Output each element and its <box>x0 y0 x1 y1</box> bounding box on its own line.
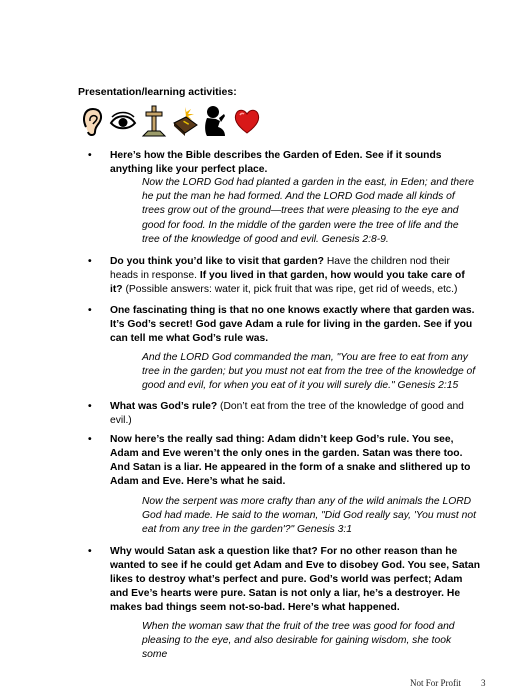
item-text: Here’s how the Bible describes the Garden of Eden. See if it sounds anything like your perfect place. <box>110 150 442 175</box>
item-text: Now here’s the really sad thing: Adam didn’t keep God’s rule. You see, Adam and Eve weren’t the only ones in the garden. Satan was there too. And Satan is a liar. He appeared in the form of a snake and slithered up to Adam and Eve. Here’s what he said. <box>110 434 471 487</box>
scripture-quote: When the woman saw that the fruit of the tree was good for food and pleasing to the eye, and also desirable for gaining wisdom, she took some <box>142 621 455 661</box>
item-text: One fascinating thing is that no one knows exactly where that garden was. It’s God’s secret! God gave Adam a rule for living in the garden. See if you can tell me what God’s rule was. <box>110 305 475 344</box>
scripture-quote: And the LORD God commanded the man, "You are free to eat from any tree in the garden; but you must not eat from the tree of the knowledge of good and evil, for when you eat of it you will surely die." Genesis 2:15 <box>142 352 476 392</box>
list-item: • Now here’s the really sad thing: Adam didn’t keep God’s rule. You see, Adam and Eve weren’t the only ones in the garden. Satan was there too. And Satan is a liar. He appeared in the form of a snake and slithered up to Adam and Eve. Here’s what he said. <box>88 434 471 487</box>
list-item: • What was God’s rule? (Don’t eat from the tree of the knowledge of good and evil.) <box>88 401 464 426</box>
page-footer <box>410 678 486 688</box>
item-question: Do you think you’d like to visit that garden? <box>110 256 324 267</box>
footer-text: Not For Profit <box>410 678 462 688</box>
list-item: • Why would Satan ask a question like that? For no other reason than he wanted to see if he could get Adam and Eve to disobey God. You see, Satan likes to destroy what’s perfect and pure. God’s world was perfect; Adam and Eve’s hearts were pure. Satan is not only a liar, he’s a destroyer. He makes bad things seem not-so-bad. Here’s what happened. <box>88 546 480 613</box>
page-number: 3 <box>481 678 486 688</box>
ear-icon <box>78 105 106 137</box>
list-item: • Here’s how the Bible describes the Garden of Eden. See if it sounds anything like your perfect place. <box>88 150 442 175</box>
item-text: (Possible answers: water it, pick fruit that was ripe, get rid of weeds, etc.) <box>122 284 458 295</box>
item-text: Why would Satan ask a question like that? For no other reason than he wanted to see if he could get Adam and Eve to disobey God. You see, Satan likes to destroy what’s perfect and pure. God’s world was perfect; Adam and Eve’s hearts were pure. Satan is not only a liar, he’s a destroyer. He makes bad things seem not-so-bad. Here’s what happened. <box>110 546 480 613</box>
scripture-quote: Now the serpent was more crafty than any of the wild animals the LORD God had made. He said to the woman, "Did God really say, 'You must not eat from any tree in the garden'?" Genesis 3:1 <box>142 496 476 536</box>
bible-icon <box>171 105 199 137</box>
list-item: • Do you think you’d like to visit that garden? Have the children nod their heads in response. If you lived in that garden, how would you take care of it? (Possible answers: water it, pick fruit that was ripe, get rid of weeds, etc.) <box>88 256 465 295</box>
item-text: Have the children nod their heads in response. <box>110 256 450 281</box>
item-text: (Don’t eat from the tree of the knowledge of good and evil.) <box>110 401 464 426</box>
item-question: What was God’s rule? <box>110 401 218 412</box>
praying-child-icon <box>202 105 230 137</box>
item-question: If you lived in that garden, how would you take care of it? <box>110 270 465 295</box>
activity-icons <box>78 103 261 137</box>
section-heading: Presentation/learning activities: <box>78 86 237 98</box>
scripture-quote: Now the LORD God had planted a garden in the east, in Eden; and there he put the man he had formed. And the LORD God made all kinds of trees grow out of the ground—trees that were pleasing to the eye and good for food. In the middle of the garden were the tree of life and the tree of the knowledge of good and evil. Genesis 2:8-9. <box>142 177 475 245</box>
list-item: • One fascinating thing is that no one knows exactly where that garden was. It’s God’s secret! God gave Adam a rule for living in the garden. See if you can tell me what God’s rule was. <box>88 305 475 344</box>
cross-icon <box>140 105 168 137</box>
heart-icon <box>233 105 261 137</box>
eye-icon <box>109 105 137 137</box>
